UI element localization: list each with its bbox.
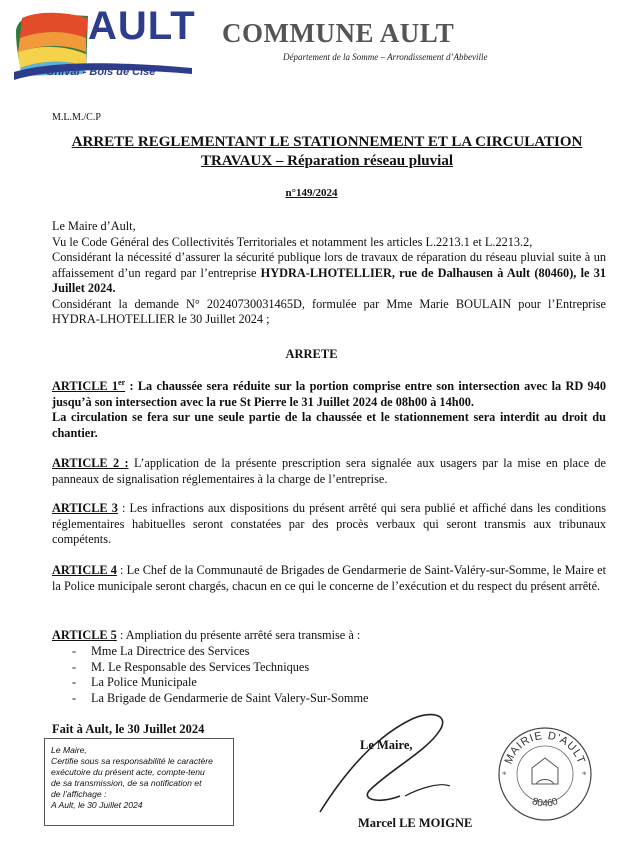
cert-line: A Ault, le 30 Juillet 2024 bbox=[51, 800, 143, 810]
article-1-text-2: La circulation se fera sur une seule partie de la chaussée et le stationnement sera interdit au droit du chantier. bbox=[52, 410, 606, 440]
cert-line: de l’affichage : bbox=[51, 789, 107, 799]
cert-line: exécutoire du présent acte, compte-tenu bbox=[51, 767, 205, 777]
list-item: - M. Le Responsable des Services Techniques bbox=[72, 660, 368, 676]
preamble bbox=[52, 219, 606, 328]
logo-subtitle: Onival - Bois de Cise bbox=[46, 66, 156, 78]
article-2-text: L’application de la présente prescription sera signalée aux usagers par la mise en place de panneaux de signalisation réglementaires à la charge de l’entreprise. bbox=[52, 456, 606, 486]
certification-box bbox=[44, 738, 234, 826]
document-title bbox=[30, 133, 623, 171]
svg-text:*: * bbox=[502, 770, 507, 780]
department-line: Département de la Somme – Arrondissement d’Abbeville bbox=[283, 52, 488, 62]
article-5 bbox=[52, 628, 606, 644]
preamble-considerant-2: Considérant la demande N° 20240730031465D, formulée par Mme Marie BOULAIN pour l’Entreprise HYDRA-LHOTELLIER le 30 Juillet 2024 ; bbox=[52, 296, 606, 326]
mairie-stamp bbox=[496, 724, 594, 824]
preamble-maire: Le Maire d’Ault, bbox=[52, 219, 136, 233]
list-item: - Mme La Directrice des Services bbox=[72, 644, 368, 660]
preamble-considerant-1: Considérant la nécessité d’assurer la sécurité publique lors de travaux de réparation du réseau pluvial suite à un affaissement d’un regard par l’entreprise HYDRA-LHOTELLIER, rue de Dalhausen à Ault (80460), le 31 Juillet 2024. bbox=[52, 250, 606, 295]
article-4 bbox=[52, 563, 606, 594]
article-1-text: : La chaussée sera réduite sur la portion comprise entre son intersection avec la RD 940 jusqu’à son intersection avec la rue St Pierre le 31 Juillet 2024 de 08h00 à 14h00. bbox=[52, 379, 606, 409]
ampliation-list bbox=[72, 644, 368, 706]
cert-line: Le Maire, bbox=[51, 745, 87, 755]
signature bbox=[300, 700, 490, 820]
article-3-label: ARTICLE 3 bbox=[52, 501, 118, 515]
logo-text: AULT bbox=[88, 4, 196, 48]
svg-text:*: * bbox=[582, 770, 587, 780]
cert-line: Certifie sous sa responsabilité le caractère bbox=[51, 756, 213, 766]
fait-a-ault: Fait à Ault, le 30 Juillet 2024 bbox=[52, 722, 205, 736]
maire-label: Le Maire, bbox=[360, 738, 413, 752]
article-5-text: : Ampliation du présente arrêté sera transmise à : bbox=[116, 628, 361, 642]
maire-name: Marcel LE MOIGNE bbox=[358, 816, 473, 830]
article-2 bbox=[52, 456, 606, 487]
commune-title: COMMUNE AULT bbox=[222, 18, 455, 48]
article-2-label: ARTICLE 2 : bbox=[52, 456, 129, 470]
title-line-1: ARRETE REGLEMENTANT LE STATIONNEMENT ET LA CIRCULATION bbox=[71, 134, 583, 150]
article-1 bbox=[52, 375, 606, 441]
arrete-number: n°149/2024 bbox=[285, 187, 338, 199]
reference: M.L.M./C.P bbox=[52, 112, 101, 123]
list-item: - La Police Municipale bbox=[72, 675, 368, 691]
title-line-2: TRAVAUX – Réparation réseau pluvial bbox=[201, 153, 453, 169]
article-3 bbox=[52, 501, 606, 548]
arrete-heading: ARRETE bbox=[285, 347, 338, 361]
article-1-label: ARTICLE 1er bbox=[52, 378, 126, 394]
svg-text:80460: 80460 bbox=[530, 796, 560, 810]
cert-line: de sa transmission, de sa notification et bbox=[51, 778, 202, 788]
article-4-label: ARTICLE 4 bbox=[52, 563, 117, 577]
article-4-text: : Le Chef de la Communauté de Brigades de Gendarmerie de Saint-Valéry-sur-Somme, le Maire et la Police municipale seront chargés, chacun en ce qui le concerne de l’exécution et du respect du présent arrêté. bbox=[52, 563, 606, 593]
svg-text:MAIRIE D'AULT: MAIRIE D'AULT bbox=[502, 729, 588, 766]
company-address: HYDRA-LHOTELLIER, rue de Dalhausen à Ault (80460), le 31 Juillet 2024. bbox=[52, 265, 606, 295]
article-5-label: ARTICLE 5 bbox=[52, 628, 117, 642]
list-item: - La Brigade de Gendarmerie de Saint Valery-Sur-Somme bbox=[72, 691, 368, 707]
preamble-vu: Vu le Code Général des Collectivités Territoriales et notamment les articles L.2213.1 et L.2213.2, bbox=[52, 234, 533, 249]
article-3-text: : Les infractions aux dispositions du présent arrêté qui sera publié et affiché dans les conditions réglementaires habituelles seront constatées par des procès verbaux qui seront transmis aux tribunaux compétents. bbox=[52, 501, 606, 546]
